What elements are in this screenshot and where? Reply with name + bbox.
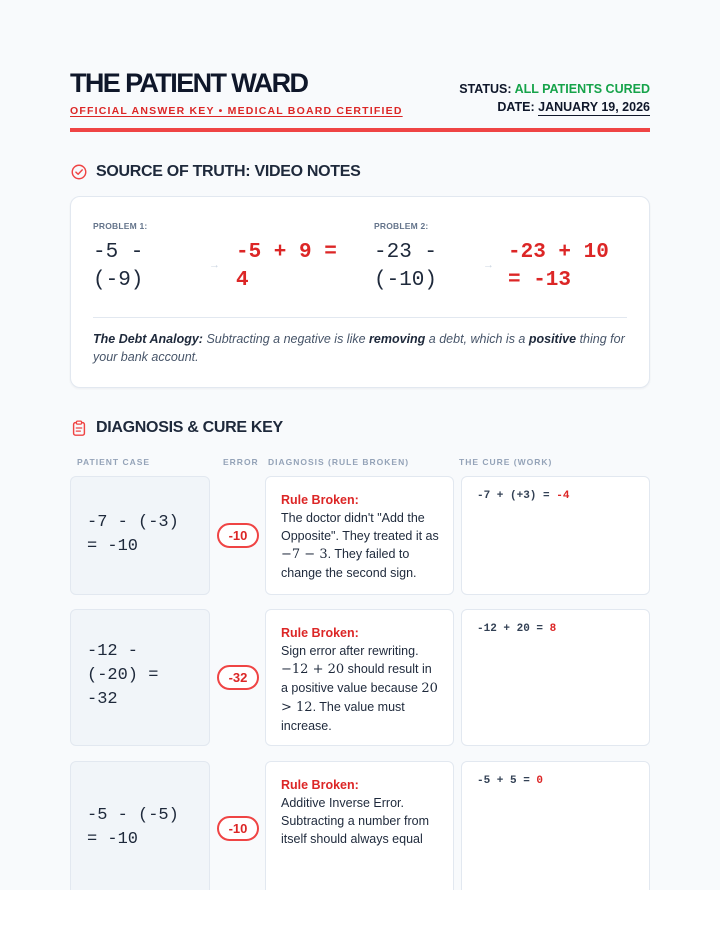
cure-result: 0 — [536, 775, 544, 787]
cure-result: 8 — [549, 623, 557, 635]
page-header — [70, 70, 650, 117]
diagnosis-text: Additive Inverse Error. Subtracting a number from itself should always equal — [281, 796, 429, 846]
check-circle-icon — [70, 163, 88, 181]
date-label: DATE: — [497, 100, 535, 114]
problem-1-label: PROBLEM 1: — [93, 221, 148, 231]
error-badge: -32 — [217, 665, 259, 690]
patient-case-3 — [70, 761, 210, 901]
column-header-error: ERROR — [223, 457, 259, 467]
page-subtitle: OFFICIAL ANSWER KEY • MEDICAL BOARD CERTIFIED — [70, 105, 403, 117]
error-badge: -10 — [217, 816, 259, 841]
problem-2-answer: -23 + 10 = -13 — [508, 241, 609, 292]
diagnosis-heading-text: DIAGNOSIS & CURE KEY — [96, 419, 283, 436]
rule-broken-label: Rule Broken: — [281, 778, 359, 792]
diagnosis-cell-1 — [265, 476, 454, 595]
rule-broken-label: Rule Broken: — [281, 493, 359, 507]
case-expression: -12 - (-20) = -32 — [87, 642, 159, 709]
status-value: ALL PATIENTS CURED — [514, 82, 650, 96]
column-header-diagnosis: DIAGNOSIS (RULE BROKEN) — [268, 457, 410, 467]
header-meta — [459, 82, 650, 118]
cure-result: -4 — [556, 490, 570, 502]
source-heading-text: SOURCE OF TRUTH: VIDEO NOTES — [96, 163, 361, 180]
problem-1-expression: -5 - (-9) — [93, 241, 144, 292]
clipboard-icon — [70, 419, 88, 437]
status-label: STATUS: — [459, 82, 512, 96]
diagnosis-text: The doctor didn't "Add the Opposite". They treated it as −7 − 3. They failed to change the second sign. — [281, 511, 439, 580]
page-bottom-margin — [0, 890, 720, 932]
problem-2-label: PROBLEM 2: — [374, 221, 429, 231]
problem-1-answer: -5 + 9 = 4 — [236, 241, 337, 292]
source-heading — [70, 163, 361, 181]
debt-analogy: The Debt Analogy: Subtracting a negative is like removing a debt, which is a positive thing for your bank account. — [93, 332, 625, 364]
arrow-right-icon: → — [483, 259, 494, 271]
cure-cell-3 — [461, 761, 650, 901]
column-header-case: PATIENT CASE — [77, 457, 151, 467]
video-notes-card — [70, 196, 650, 388]
page-title: THE PATIENT WARD — [70, 68, 308, 98]
rule-broken-label: Rule Broken: — [281, 626, 359, 640]
cure-work: -5 + 5 = — [477, 775, 537, 787]
case-expression: -5 - (-5) = -10 — [87, 806, 179, 849]
status-row — [459, 82, 650, 100]
diagnosis-heading — [70, 419, 283, 437]
patient-case-1 — [70, 476, 210, 595]
error-badge: -10 — [217, 523, 259, 548]
header-divider — [70, 128, 650, 132]
case-expression: -7 - (-3) = -10 — [87, 513, 179, 556]
cure-cell-1 — [461, 476, 650, 595]
diagnosis-cell-2 — [265, 609, 454, 746]
cure-cell-2 — [461, 609, 650, 746]
cure-work: -12 + 20 = — [477, 623, 550, 635]
card-divider — [93, 317, 627, 318]
diagnosis-cell-3 — [265, 761, 454, 901]
date-row — [459, 100, 650, 118]
cure-work: -7 + (+3) = — [477, 490, 557, 502]
patient-case-2 — [70, 609, 210, 746]
problem-2-expression: -23 - (-10) — [374, 241, 438, 292]
column-header-cure: THE CURE (WORK) — [459, 457, 553, 467]
date-value: JANUARY 19, 2026 — [538, 100, 650, 114]
diagnosis-text: Sign error after rewriting. −12 + 20 should result in a positive value because 20 > 12. The value must increase. — [281, 644, 438, 733]
arrow-right-icon: → — [209, 259, 220, 271]
